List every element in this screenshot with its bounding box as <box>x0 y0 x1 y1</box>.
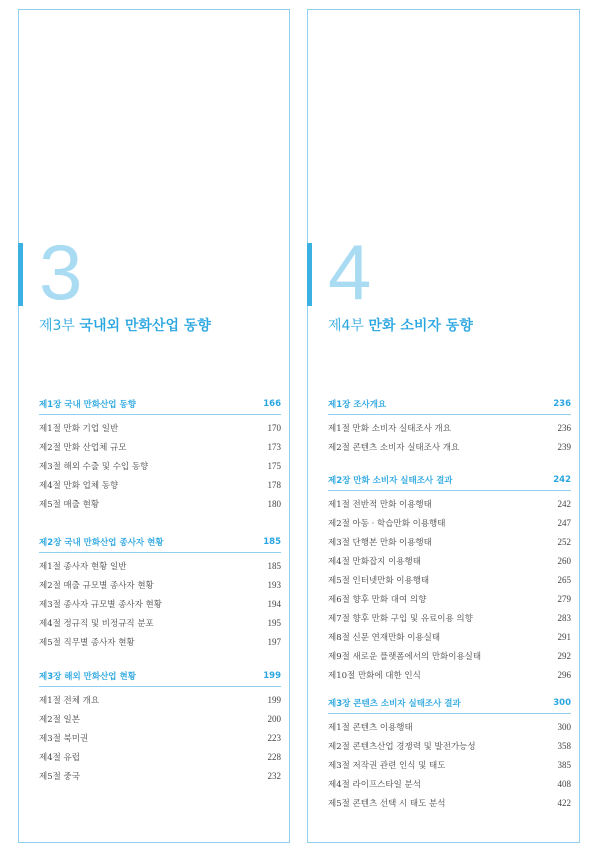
section-title: 제1절 전체 개요 <box>39 695 100 706</box>
chapter-divider <box>39 552 281 553</box>
section-page: 291 <box>557 631 571 642</box>
chapter-block <box>39 533 281 651</box>
section-title: 제5절 콘텐츠 선택 시 태도 분석 <box>328 798 446 809</box>
section-title: 제5절 인터넷만화 이용행태 <box>328 575 430 586</box>
section-title: 제1절 만화 소비자 실태조사 개요 <box>328 423 451 434</box>
section-page: 197 <box>267 636 281 647</box>
section-title: 제7절 향후 만화 구입 및 유료이용 의향 <box>328 613 473 624</box>
section-title: 제1절 콘텐츠 이용행태 <box>328 722 413 733</box>
section-page: 173 <box>267 441 281 452</box>
toc-entry[interactable] <box>328 437 571 456</box>
section-title: 제5절 중국 <box>39 771 80 782</box>
section-page: 175 <box>267 460 281 471</box>
toc-entry[interactable] <box>39 747 281 766</box>
section-title: 제1절 종사자 현황 일반 <box>39 561 127 572</box>
section-title: 제4절 만화 업체 동향 <box>39 480 119 491</box>
section-page: 283 <box>557 612 571 623</box>
section-page: 185 <box>267 560 281 571</box>
toc-entry[interactable] <box>328 570 571 589</box>
chapter-divider <box>328 414 571 415</box>
part4-panel <box>307 9 580 843</box>
part3-panel <box>18 9 290 843</box>
toc-entry[interactable] <box>328 665 571 684</box>
section-page: 200 <box>267 713 281 724</box>
accent-bar <box>18 243 23 306</box>
section-title: 제2절 콘텐츠산업 경쟁력 및 발전가능성 <box>328 741 476 752</box>
toc-entry[interactable] <box>328 513 571 532</box>
section-page: 223 <box>267 732 281 743</box>
section-page: 170 <box>267 422 281 433</box>
chapter-page: 166 <box>263 399 281 409</box>
section-page: 292 <box>557 650 571 661</box>
section-title: 제3절 종사자 규모별 종사자 현황 <box>39 599 162 610</box>
section-page: 239 <box>557 441 571 452</box>
chapter-block <box>39 667 281 785</box>
toc-entry[interactable] <box>39 475 281 494</box>
toc-entry[interactable] <box>39 613 281 632</box>
section-title: 제9절 새로운 플랫폼에서의 만화이용실태 <box>328 651 482 662</box>
chapter-title: 제2장 만화 소비자 실태조사 결과 <box>328 476 453 486</box>
section-page: 279 <box>557 593 571 604</box>
section-page: 242 <box>557 498 571 509</box>
toc-entry[interactable] <box>328 646 571 665</box>
toc-entry[interactable] <box>39 456 281 475</box>
section-page: 265 <box>557 574 571 585</box>
part-title <box>328 315 473 335</box>
chapter-divider <box>328 713 571 714</box>
section-title: 제5절 직무별 종사자 현황 <box>39 637 135 648</box>
toc-entry[interactable] <box>39 556 281 575</box>
section-title: 제1절 만화 기업 일반 <box>39 423 119 434</box>
chapter-heading[interactable] <box>39 533 281 551</box>
section-page: 193 <box>267 579 281 590</box>
chapter-block <box>39 395 281 513</box>
toc-entry[interactable] <box>39 437 281 456</box>
part-label: 제3부 <box>39 318 75 334</box>
toc-entry[interactable] <box>39 594 281 613</box>
section-title: 제4절 라이프스타일 분석 <box>328 779 421 790</box>
toc-entry[interactable] <box>328 589 571 608</box>
toc-entry[interactable] <box>328 755 571 774</box>
section-page: 385 <box>557 759 571 770</box>
section-page: 236 <box>557 422 571 433</box>
toc-entry[interactable] <box>328 736 571 755</box>
chapter-heading[interactable] <box>328 395 571 413</box>
part-name: 국내외 만화산업 동향 <box>79 318 211 334</box>
toc-entry[interactable] <box>39 494 281 513</box>
chapter-block <box>328 694 571 812</box>
section-page: 358 <box>557 740 571 751</box>
toc-entry[interactable] <box>328 793 571 812</box>
toc-entry[interactable] <box>328 717 571 736</box>
section-title: 제2절 일본 <box>39 714 80 725</box>
section-title: 제2절 아동 · 학습만화 이용행태 <box>328 518 446 529</box>
section-title: 제1절 전반적 만화 이용행태 <box>328 499 432 510</box>
accent-bar <box>307 243 312 306</box>
section-title: 제8절 신문 연재만화 이용실태 <box>328 632 441 643</box>
toc-entry[interactable] <box>328 627 571 646</box>
toc-entry[interactable] <box>328 494 571 513</box>
chapter-block <box>328 395 571 456</box>
section-page: 408 <box>557 778 571 789</box>
section-title: 제4절 정규직 및 비정규직 분포 <box>39 618 154 629</box>
section-title: 제2절 매출 규모별 종사자 현황 <box>39 580 154 591</box>
chapter-title: 제2장 국내 만화산업 종사자 현황 <box>39 538 164 548</box>
part-number: 4 <box>328 228 372 316</box>
part-label: 제4부 <box>328 318 364 334</box>
chapter-heading[interactable] <box>39 395 281 413</box>
chapter-page: 242 <box>553 475 571 485</box>
section-title: 제3절 북미권 <box>39 733 89 744</box>
toc-entry[interactable] <box>39 418 281 437</box>
chapter-page: 185 <box>263 537 281 547</box>
section-title: 제2절 콘텐츠 소비자 실태조사 개요 <box>328 442 460 453</box>
section-page: 422 <box>557 797 571 808</box>
toc-entry[interactable] <box>39 632 281 651</box>
section-title: 제3절 저작권 관련 인식 및 태도 <box>328 760 446 771</box>
chapter-block <box>328 471 571 684</box>
chapter-title: 제1장 국내 만화산업 동향 <box>39 400 136 410</box>
chapter-page: 236 <box>553 399 571 409</box>
chapter-divider <box>328 490 571 491</box>
part-title <box>39 315 211 335</box>
toc-entry[interactable] <box>39 690 281 709</box>
chapter-title: 제1장 조사개요 <box>328 400 387 410</box>
section-page: 252 <box>557 536 571 547</box>
toc-entry[interactable] <box>328 418 571 437</box>
section-page: 260 <box>557 555 571 566</box>
toc-entry[interactable] <box>39 575 281 594</box>
toc-entry[interactable] <box>39 709 281 728</box>
toc-entry[interactable] <box>39 728 281 747</box>
section-title: 제4절 만화잡지 이용행태 <box>328 556 421 567</box>
section-page: 228 <box>267 751 281 762</box>
chapter-heading[interactable] <box>39 667 281 685</box>
section-page: 178 <box>267 479 281 490</box>
toc-entry[interactable] <box>328 608 571 627</box>
part-name: 만화 소비자 동향 <box>368 318 473 334</box>
part-number: 3 <box>39 228 83 316</box>
toc-entry[interactable] <box>39 766 281 785</box>
chapter-divider <box>39 686 281 687</box>
section-page: 194 <box>267 598 281 609</box>
section-title: 제6절 향후 만화 대여 의향 <box>328 594 427 605</box>
section-page: 199 <box>267 694 281 705</box>
chapter-divider <box>39 414 281 415</box>
section-title: 제2절 만화 산업체 규모 <box>39 442 127 453</box>
section-title: 제4절 유럽 <box>39 752 80 763</box>
section-page: 247 <box>557 517 571 528</box>
section-title: 제5절 매출 현황 <box>39 499 100 510</box>
chapter-heading[interactable] <box>328 471 571 489</box>
chapter-page: 300 <box>553 698 571 708</box>
section-title: 제3절 단행본 만화 이용행태 <box>328 537 432 548</box>
section-page: 195 <box>267 617 281 628</box>
chapter-title: 제3장 콘텐츠 소비자 실태조사 결과 <box>328 699 461 709</box>
section-page: 300 <box>557 721 571 732</box>
chapter-page: 199 <box>263 671 281 681</box>
toc-entry[interactable] <box>328 551 571 570</box>
section-page: 232 <box>267 770 281 781</box>
toc-entry[interactable] <box>328 532 571 551</box>
section-title: 제10절 만화에 대한 인식 <box>328 670 421 681</box>
chapter-title: 제3장 해외 만화산업 현황 <box>39 672 136 682</box>
toc-entry[interactable] <box>328 774 571 793</box>
section-page: 296 <box>557 669 571 680</box>
chapter-heading[interactable] <box>328 694 571 712</box>
section-page: 180 <box>267 498 281 509</box>
section-title: 제3절 해외 수출 및 수입 동향 <box>39 461 149 472</box>
